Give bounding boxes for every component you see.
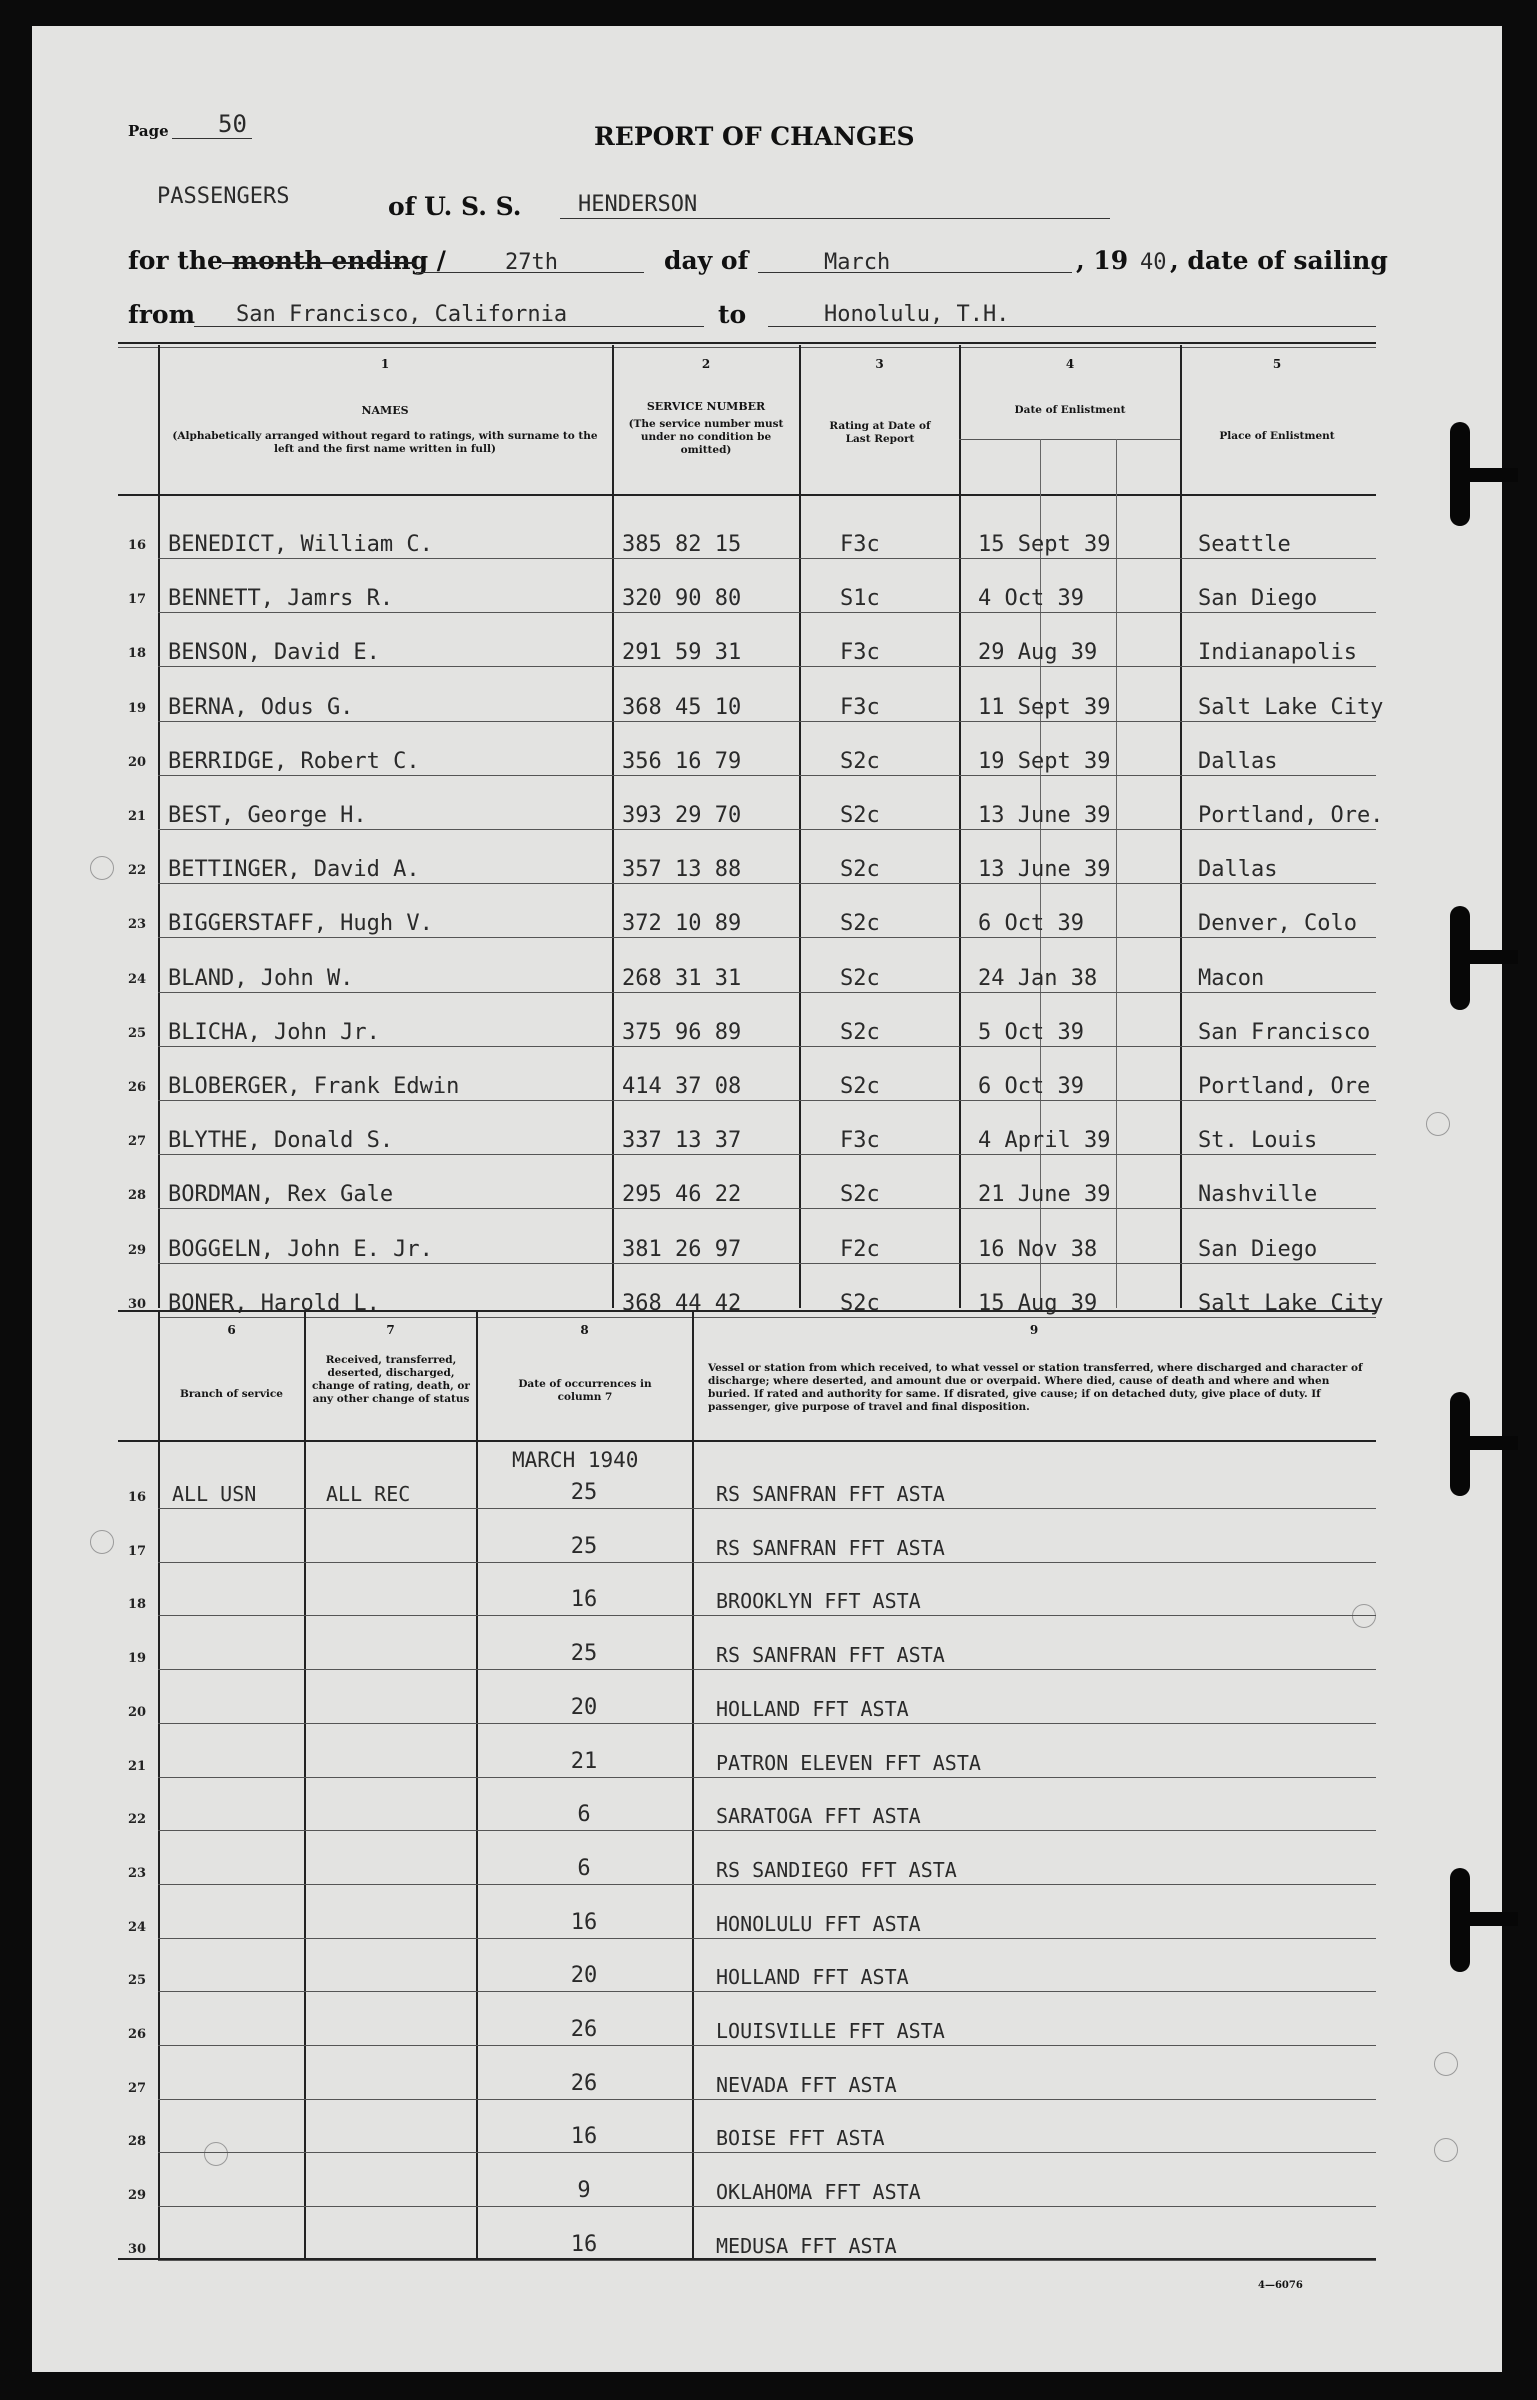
row-name: BENSON, David E. xyxy=(168,640,380,665)
row-enlistment-date: 29 Aug 39 xyxy=(978,640,1098,665)
col2-note: (The service number must under no condition be omitted) xyxy=(628,418,784,456)
row-number: 28 xyxy=(127,1188,147,1203)
date-of-sailing-label: , date of sailing xyxy=(1170,246,1388,275)
row-number: 19 xyxy=(127,1651,147,1666)
row-occurrence-date: 25 xyxy=(570,1480,598,1505)
row-name: BENNETT, Jamrs R. xyxy=(168,586,394,611)
row-enlistment-date: 13 June 39 xyxy=(978,857,1111,882)
for-the-label: for the month ending / xyxy=(128,246,446,275)
col9-title: Vessel or station from which received, to what vessel or station transferred, where discharged and character of discharge; where deserted, and amount due or overpaid. Where died, cause of death and where and when buried. If rated and authority for same. If disrated, give cause; if on detached duty, give place of duty. If passenger, give purpose of travel and final disposition. xyxy=(708,1362,1363,1413)
col8-number: 8 xyxy=(580,1323,589,1337)
row-place: Salt Lake City xyxy=(1198,1291,1384,1316)
row-number: 24 xyxy=(127,1920,147,1935)
row-service-number: 320 90 80 xyxy=(622,586,742,611)
to-label: to xyxy=(718,300,747,329)
row-number: 25 xyxy=(127,1973,147,1988)
category-value: PASSENGERS xyxy=(157,184,290,209)
row-occurrence-date: 6 xyxy=(577,1856,591,1881)
row-rating: S2c xyxy=(840,857,880,882)
col1-title: NAMES xyxy=(361,404,409,417)
row-remarks: HONOLULU FFT ASTA xyxy=(716,1912,921,1936)
page-number: 50 xyxy=(218,110,247,138)
row-rating: S1c xyxy=(840,586,880,611)
row-name: BLOBERGER, Frank Edwin xyxy=(168,1074,460,1099)
row-occurrence-date: 21 xyxy=(570,1749,598,1774)
row-service-number: 368 45 10 xyxy=(622,695,742,720)
row-enlistment-date: 6 Oct 39 xyxy=(978,911,1084,936)
col7-number: 7 xyxy=(386,1323,395,1337)
col5-number: 5 xyxy=(1272,357,1282,371)
row-occurrence-date: 25 xyxy=(570,1534,598,1559)
row-name: BOGGELN, John E. Jr. xyxy=(168,1237,433,1262)
col3-title: Rating at Date of Last Report xyxy=(829,420,931,445)
row-number: 20 xyxy=(127,755,147,770)
row-number: 29 xyxy=(127,1243,147,1258)
row-name: BENEDICT, William C. xyxy=(168,532,433,557)
col2-number: 2 xyxy=(701,357,711,371)
col8-title: Date of occurrences in column 7 xyxy=(518,1378,652,1403)
row-number: 22 xyxy=(127,863,147,878)
row-number: 30 xyxy=(127,1297,147,1312)
row-number: 26 xyxy=(127,1080,147,1095)
row-enlistment-date: 5 Oct 39 xyxy=(978,1020,1084,1045)
row-service-number: 357 13 88 xyxy=(622,857,742,882)
row-number: 21 xyxy=(127,1759,147,1774)
row-rating: F3c xyxy=(840,532,880,557)
row-service-number: 414 37 08 xyxy=(622,1074,742,1099)
row-place: San Diego xyxy=(1198,586,1318,611)
from-label: from xyxy=(128,300,196,329)
row-service-number: 393 29 70 xyxy=(622,803,742,828)
row-name: BONER, Harold L. xyxy=(168,1291,380,1316)
row-remarks: NEVADA FFT ASTA xyxy=(716,2073,897,2097)
col7-title: Received, transferred, deserted, discharged, change of rating, death, or any other change of status xyxy=(312,1354,470,1405)
row-service-number: 356 16 79 xyxy=(622,749,742,774)
row-occurrence-date: 25 xyxy=(570,1641,598,1666)
row-number: 29 xyxy=(127,2188,147,2203)
col6-title: Branch of service xyxy=(180,1388,283,1400)
row-occurrence-date: 16 xyxy=(570,1587,598,1612)
row-number: 18 xyxy=(127,1597,147,1612)
row-enlistment-date: 4 April 39 xyxy=(978,1128,1111,1153)
col1-note: (Alphabetically arranged without regard to ratings, with surname to the left and the first name written in full) xyxy=(172,430,598,455)
year-prefix: , 19 xyxy=(1076,246,1129,275)
row-name: BORDMAN, Rex Gale xyxy=(168,1182,394,1207)
row-enlistment-date: 24 Jan 38 xyxy=(978,966,1098,991)
row-remarks: OKLAHOMA FFT ASTA xyxy=(716,2180,921,2204)
year-suffix: 40 xyxy=(1140,250,1167,275)
row-enlistment-date: 11 Sept 39 xyxy=(978,695,1111,720)
row-remarks: PATRON ELEVEN FFT ASTA xyxy=(716,1751,981,1775)
col4-number: 4 xyxy=(1065,357,1075,371)
row-number: 22 xyxy=(127,1812,147,1827)
row-service-number: 337 13 37 xyxy=(622,1128,742,1153)
row-occurrence-date: 26 xyxy=(570,2017,598,2042)
row-remarks: RS SANFRAN FFT ASTA xyxy=(716,1482,945,1506)
row-rating: F2c xyxy=(840,1237,880,1262)
row-rating: S2c xyxy=(840,803,880,828)
row-name: BERRIDGE, Robert C. xyxy=(168,749,420,774)
row-remarks: BROOKLYN FFT ASTA xyxy=(716,1589,921,1613)
row-occurrence-date: 6 xyxy=(577,1802,591,1827)
col2-title: SERVICE NUMBER xyxy=(646,400,766,413)
row-place: Denver, Colo xyxy=(1198,911,1357,936)
row-enlistment-date: 15 Sept 39 xyxy=(978,532,1111,557)
row-name: BLYTHE, Donald S. xyxy=(168,1128,394,1153)
row-service-number: 375 96 89 xyxy=(622,1020,742,1045)
day-of-label: day of xyxy=(664,246,749,275)
row-service-number: 295 46 22 xyxy=(622,1182,742,1207)
row-occurrence-date: 16 xyxy=(570,1910,598,1935)
row-rating: F3c xyxy=(840,1128,880,1153)
col9-number: 9 xyxy=(1029,1323,1039,1337)
row-remarks: RS SANDIEGO FFT ASTA xyxy=(716,1858,957,1882)
from-value: San Francisco, California xyxy=(236,302,568,327)
row-occurrence-date: 16 xyxy=(570,2232,598,2257)
row-name: BLICHA, John Jr. xyxy=(168,1020,380,1045)
row-enlistment-date: 13 June 39 xyxy=(978,803,1111,828)
row-occurrence-date: 20 xyxy=(570,1695,598,1720)
row-number: 27 xyxy=(127,1134,147,1149)
row-place: St. Louis xyxy=(1198,1128,1318,1153)
row-occurrence-date: 26 xyxy=(570,2071,598,2096)
row-rating: S2c xyxy=(840,911,880,936)
row-service-number: 372 10 89 xyxy=(622,911,742,936)
ship-prefix: of U. S. S. xyxy=(388,192,522,221)
row-enlistment-date: 6 Oct 39 xyxy=(978,1074,1084,1099)
day-value: 27th xyxy=(505,250,558,275)
row-service-number: 381 26 97 xyxy=(622,1237,742,1262)
row-place: Macon xyxy=(1198,966,1265,991)
row-place: San Diego xyxy=(1198,1237,1318,1262)
row-occurrence-date: 9 xyxy=(577,2178,591,2203)
row-number: 24 xyxy=(127,972,147,987)
row-rating: S2c xyxy=(840,749,880,774)
col3-number: 3 xyxy=(875,357,884,371)
row-number: 23 xyxy=(127,917,147,932)
to-value: Honolulu, T.H. xyxy=(824,302,1010,327)
row-place: Dallas xyxy=(1198,749,1278,774)
row-place: Seattle xyxy=(1198,532,1291,557)
row-place: Portland, Ore xyxy=(1198,1074,1371,1099)
row-rating: F3c xyxy=(840,695,880,720)
row-number: 23 xyxy=(127,1866,147,1881)
row-place: San Francisco xyxy=(1198,1020,1371,1045)
row-enlistment-date: 4 Oct 39 xyxy=(978,586,1084,611)
row-number: 28 xyxy=(127,2134,147,2149)
row-number: 17 xyxy=(127,1544,147,1559)
row-place: Portland, Ore. xyxy=(1198,803,1384,828)
row-number: 16 xyxy=(127,538,147,553)
row-rating: F3c xyxy=(840,640,880,665)
strikethrough-mark xyxy=(222,262,416,264)
row-rating: S2c xyxy=(840,1020,880,1045)
row-number: 18 xyxy=(127,646,147,661)
col4-title: Date of Enlistment xyxy=(1014,404,1126,416)
row-name: BERNA, Odus G. xyxy=(168,695,354,720)
row-number: 25 xyxy=(127,1026,147,1041)
ship-name: HENDERSON xyxy=(578,192,698,217)
row-occurrence-date: 20 xyxy=(570,1963,598,1988)
row-name: BLAND, John W. xyxy=(168,966,354,991)
row-place: Indianapolis xyxy=(1198,640,1357,665)
row-enlistment-date: 16 Nov 38 xyxy=(978,1237,1098,1262)
row-remarks: LOUISVILLE FFT ASTA xyxy=(716,2019,945,2043)
row-place: Nashville xyxy=(1198,1182,1318,1207)
row-number: 26 xyxy=(127,2027,147,2042)
row-service-number: 368 44 42 xyxy=(622,1291,742,1316)
col1-number: 1 xyxy=(380,357,390,371)
row-service-number: 291 59 31 xyxy=(622,640,742,665)
row-branch: ALL USN xyxy=(172,1482,257,1506)
row-remarks: RS SANFRAN FFT ASTA xyxy=(716,1536,945,1560)
lower-month-header: MARCH 1940 xyxy=(512,1448,639,1472)
page-label: Page xyxy=(128,122,169,140)
row-place: Dallas xyxy=(1198,857,1278,882)
row-service-number: 268 31 31 xyxy=(622,966,742,991)
row-occurrence-date: 16 xyxy=(570,2124,598,2149)
row-name: BIGGERSTAFF, Hugh V. xyxy=(168,911,433,936)
row-remarks: SARATOGA FFT ASTA xyxy=(716,1804,921,1828)
row-rating: S2c xyxy=(840,1291,880,1316)
row-number: 17 xyxy=(127,592,147,607)
row-number: 30 xyxy=(127,2242,147,2257)
col6-number: 6 xyxy=(227,1323,236,1337)
row-name: BETTINGER, David A. xyxy=(168,857,420,882)
month-value: March xyxy=(824,250,891,275)
row-remarks: RS SANFRAN FFT ASTA xyxy=(716,1643,945,1667)
row-rating: S2c xyxy=(840,966,880,991)
row-number: 19 xyxy=(127,701,147,716)
row-service-number: 385 82 15 xyxy=(622,532,742,557)
form-number: 4—6076 xyxy=(1258,2280,1303,2291)
row-change-status: ALL REC xyxy=(326,1482,411,1506)
row-enlistment-date: 21 June 39 xyxy=(978,1182,1111,1207)
row-number: 20 xyxy=(127,1705,147,1720)
row-remarks: BOISE FFT ASTA xyxy=(716,2126,885,2150)
row-remarks: HOLLAND FFT ASTA xyxy=(716,1965,909,1989)
row-rating: S2c xyxy=(840,1182,880,1207)
row-enlistment-date: 19 Sept 39 xyxy=(978,749,1111,774)
row-number: 21 xyxy=(127,809,147,824)
page-title: REPORT OF CHANGES xyxy=(594,122,915,151)
row-remarks: HOLLAND FFT ASTA xyxy=(716,1697,909,1721)
row-number: 27 xyxy=(127,2081,147,2096)
row-remarks: MEDUSA FFT ASTA xyxy=(716,2234,897,2258)
row-name: BEST, George H. xyxy=(168,803,367,828)
col5-title: Place of Enlistment xyxy=(1219,430,1335,442)
row-enlistment-date: 15 Aug 39 xyxy=(978,1291,1098,1316)
row-rating: S2c xyxy=(840,1074,880,1099)
row-number: 16 xyxy=(127,1490,147,1505)
row-place: Salt Lake City xyxy=(1198,695,1384,720)
